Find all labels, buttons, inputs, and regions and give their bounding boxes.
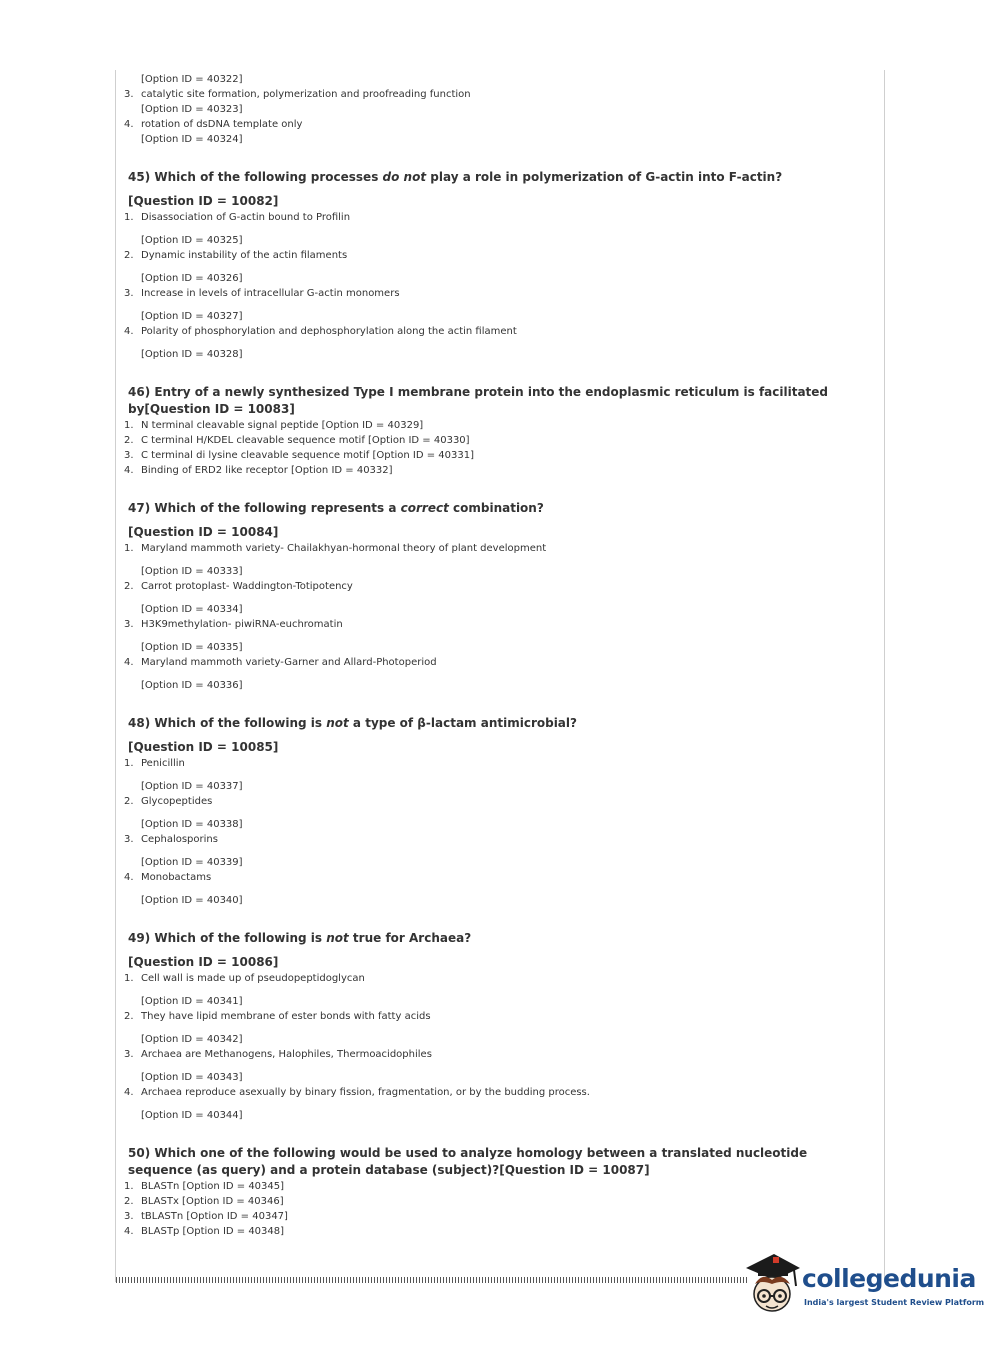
question-title: [124, 169, 864, 186]
question-emphasis: not: [326, 716, 349, 730]
option-row: [124, 1179, 864, 1194]
question-title: [124, 930, 864, 947]
option-number: 3.: [124, 89, 134, 100]
question-text-end: combination?: [448, 501, 544, 515]
question-text-end: true for Archaea?: [348, 931, 472, 945]
option-id: [Option ID = 40338]: [141, 819, 243, 830]
option-text: rotation of dsDNA template only: [141, 119, 303, 130]
option-row: [124, 117, 864, 132]
option-number: 4.: [124, 1087, 134, 1098]
option-row: [124, 418, 864, 433]
option-number: 1.: [124, 1181, 134, 1192]
option-number: 3.: [124, 288, 134, 299]
option-text: Maryland mammoth variety-Garner and Allard-Photoperiod: [141, 657, 437, 668]
option-row: [124, 1009, 864, 1024]
option-number: 3.: [124, 834, 134, 845]
question-id: [Question ID = 10082]: [128, 194, 279, 208]
question-paper: [124, 72, 864, 1239]
question-text: 49) Which of the following is: [128, 931, 327, 945]
option-text: Penicillin: [141, 758, 185, 769]
option-text: BLASTp [Option ID = 40348]: [141, 1226, 285, 1237]
option-row: [124, 1209, 864, 1224]
option-row: [124, 248, 864, 263]
question-id: [Question ID = 10084]: [128, 525, 279, 539]
page-border-right: [884, 70, 885, 1282]
option-row: [124, 210, 864, 225]
option-row: [124, 1085, 864, 1100]
option-text: Monobactams: [141, 872, 212, 883]
question-text: 50) Which one of the following would be used to analyze homology between a translated nucleotide sequence (as query) and a protein database (subject)?[Question ID = 10087]: [128, 1146, 808, 1177]
option-text: BLASTx [Option ID = 40346]: [141, 1196, 284, 1207]
option-text: tBLASTn [Option ID = 40347]: [141, 1211, 288, 1222]
question-block: [124, 715, 864, 908]
option-id: [Option ID = 40343]: [141, 1072, 243, 1083]
collegedunia-logo: [742, 1250, 985, 1320]
option-text: Maryland mammoth variety- Chailakhyan-hormonal theory of plant development: [141, 543, 547, 554]
option-id: [Option ID = 40339]: [141, 857, 243, 868]
logo-tagline: India's largest Student Review Platform: [804, 1298, 985, 1307]
question-title: [124, 384, 864, 418]
option-id: [Option ID = 40344]: [141, 1110, 243, 1121]
option-number: 4.: [124, 465, 134, 476]
option-number: 2.: [124, 1196, 134, 1207]
option-number: 1.: [124, 420, 134, 431]
option-text: Archaea are Methanogens, Halophiles, Thermoacidophiles: [141, 1049, 432, 1060]
option-row: [124, 1047, 864, 1062]
option-text: BLASTn [Option ID = 40345]: [141, 1181, 285, 1192]
option-text: H3K9methylation- piwiRNA-euchromatin: [141, 619, 343, 630]
page-border-left: [115, 70, 116, 1282]
option-id: [Option ID = 40326]: [141, 273, 243, 284]
option-text: N terminal cleavable signal peptide [Option ID = 40329]: [141, 420, 424, 431]
question-title: [124, 715, 864, 732]
question-title: [124, 1145, 864, 1179]
question-id: [Question ID = 10085]: [128, 740, 279, 754]
logo-wordmark: collegedunia: [802, 1264, 976, 1293]
question-text: 47) Which of the following represents a: [128, 501, 401, 515]
option-row: [124, 870, 864, 885]
option-text: Cephalosporins: [141, 834, 218, 845]
question-id: [Question ID = 10086]: [128, 955, 279, 969]
question-block: [124, 1145, 864, 1239]
previous-question-options: [124, 72, 864, 147]
option-text: Increase in levels of intracellular G-actin monomers: [141, 288, 400, 299]
option-id: [Option ID = 40341]: [141, 996, 243, 1007]
option-id: [Option ID = 40342]: [141, 1034, 243, 1045]
option-number: 1.: [124, 212, 134, 223]
mascot-icon: [742, 1250, 804, 1320]
option-text: Binding of ERD2 like receptor [Option ID = 40332]: [141, 465, 393, 476]
option-id: [Option ID = 40336]: [141, 680, 243, 691]
option-row: [124, 617, 864, 632]
question-block: [124, 169, 864, 362]
option-row: [124, 1194, 864, 1209]
option-row: [124, 324, 864, 339]
question-text: 45) Which of the following processes: [128, 170, 383, 184]
option-id: [Option ID = 40334]: [141, 604, 243, 615]
option-text: Disassociation of G-actin bound to Profilin: [141, 212, 351, 223]
option-number: 1.: [124, 758, 134, 769]
option-number: 4.: [124, 1226, 134, 1237]
option-row: [124, 832, 864, 847]
question-emphasis: correct: [400, 501, 449, 515]
option-number: 3.: [124, 619, 134, 630]
option-row: [124, 655, 864, 670]
option-text: They have lipid membrane of ester bonds with fatty acids: [141, 1011, 431, 1022]
option-number: 4.: [124, 872, 134, 883]
option-text: Dynamic instability of the actin filaments: [141, 250, 348, 261]
option-row: [124, 463, 864, 478]
option-number: 3.: [124, 1049, 134, 1060]
option-row: [124, 448, 864, 463]
question-block: [124, 930, 864, 1123]
option-number: 3.: [124, 1211, 134, 1222]
option-row: [124, 87, 864, 102]
option-id: [Option ID = 40335]: [141, 642, 243, 653]
option-text: Polarity of phosphorylation and dephosphorylation along the actin filament: [141, 326, 517, 337]
option-row: [124, 971, 864, 986]
option-text: Archaea reproduce asexually by binary fission, fragmentation, or by the budding process.: [141, 1087, 590, 1098]
option-id: [Option ID = 40325]: [141, 235, 243, 246]
option-id: [Option ID = 40323]: [141, 104, 243, 115]
option-number: 2.: [124, 581, 134, 592]
option-id: [Option ID = 40340]: [141, 895, 243, 906]
question-text-end: play a role in polymerization of G-actin into F-actin?: [426, 170, 783, 184]
option-text: C terminal H/KDEL cleavable sequence motif [Option ID = 40330]: [141, 435, 470, 446]
option-row: [124, 541, 864, 556]
option-number: 4.: [124, 657, 134, 668]
option-row: [124, 433, 864, 448]
option-number: 1.: [124, 973, 134, 984]
option-id: [Option ID = 40337]: [141, 781, 243, 792]
option-text: Glycopeptides: [141, 796, 213, 807]
question-emphasis: do not: [382, 170, 427, 184]
question-text-end: a type of β-lactam antimicrobial?: [348, 716, 577, 730]
option-row: [124, 286, 864, 301]
option-number: 2.: [124, 796, 134, 807]
question-text: 48) Which of the following is: [128, 716, 327, 730]
question-list: [124, 169, 864, 1239]
option-text: Carrot protoplast- Waddington-Totipotency: [141, 581, 353, 592]
option-row: [124, 579, 864, 594]
option-number: 3.: [124, 450, 134, 461]
option-text: Cell wall is made up of pseudopeptidoglycan: [141, 973, 365, 984]
question-emphasis: not: [326, 931, 349, 945]
footer-divider: [116, 1277, 748, 1283]
question-text: 46) Entry of a newly synthesized Type I membrane protein into the endoplasmic reticulum is facilitated by[Question ID = 10083]: [128, 385, 829, 416]
option-number: 4.: [124, 326, 134, 337]
option-id: [Option ID = 40327]: [141, 311, 243, 322]
option-text: C terminal di lysine cleavable sequence motif [Option ID = 40331]: [141, 450, 475, 461]
option-number: 1.: [124, 543, 134, 554]
option-number: 4.: [124, 119, 134, 130]
option-id: [Option ID = 40333]: [141, 566, 243, 577]
option-id: [Option ID = 40324]: [141, 134, 243, 145]
option-row: [124, 794, 864, 809]
option-number: 2.: [124, 1011, 134, 1022]
option-row: [124, 1224, 864, 1239]
option-number: 2.: [124, 250, 134, 261]
option-number: 2.: [124, 435, 134, 446]
question-block: [124, 384, 864, 478]
option-text: catalytic site formation, polymerization and proofreading function: [141, 89, 471, 100]
option-id: [Option ID = 40322]: [141, 74, 243, 85]
option-row: [124, 756, 864, 771]
question-title: [124, 500, 864, 517]
question-block: [124, 500, 864, 693]
option-id: [Option ID = 40328]: [141, 349, 243, 360]
